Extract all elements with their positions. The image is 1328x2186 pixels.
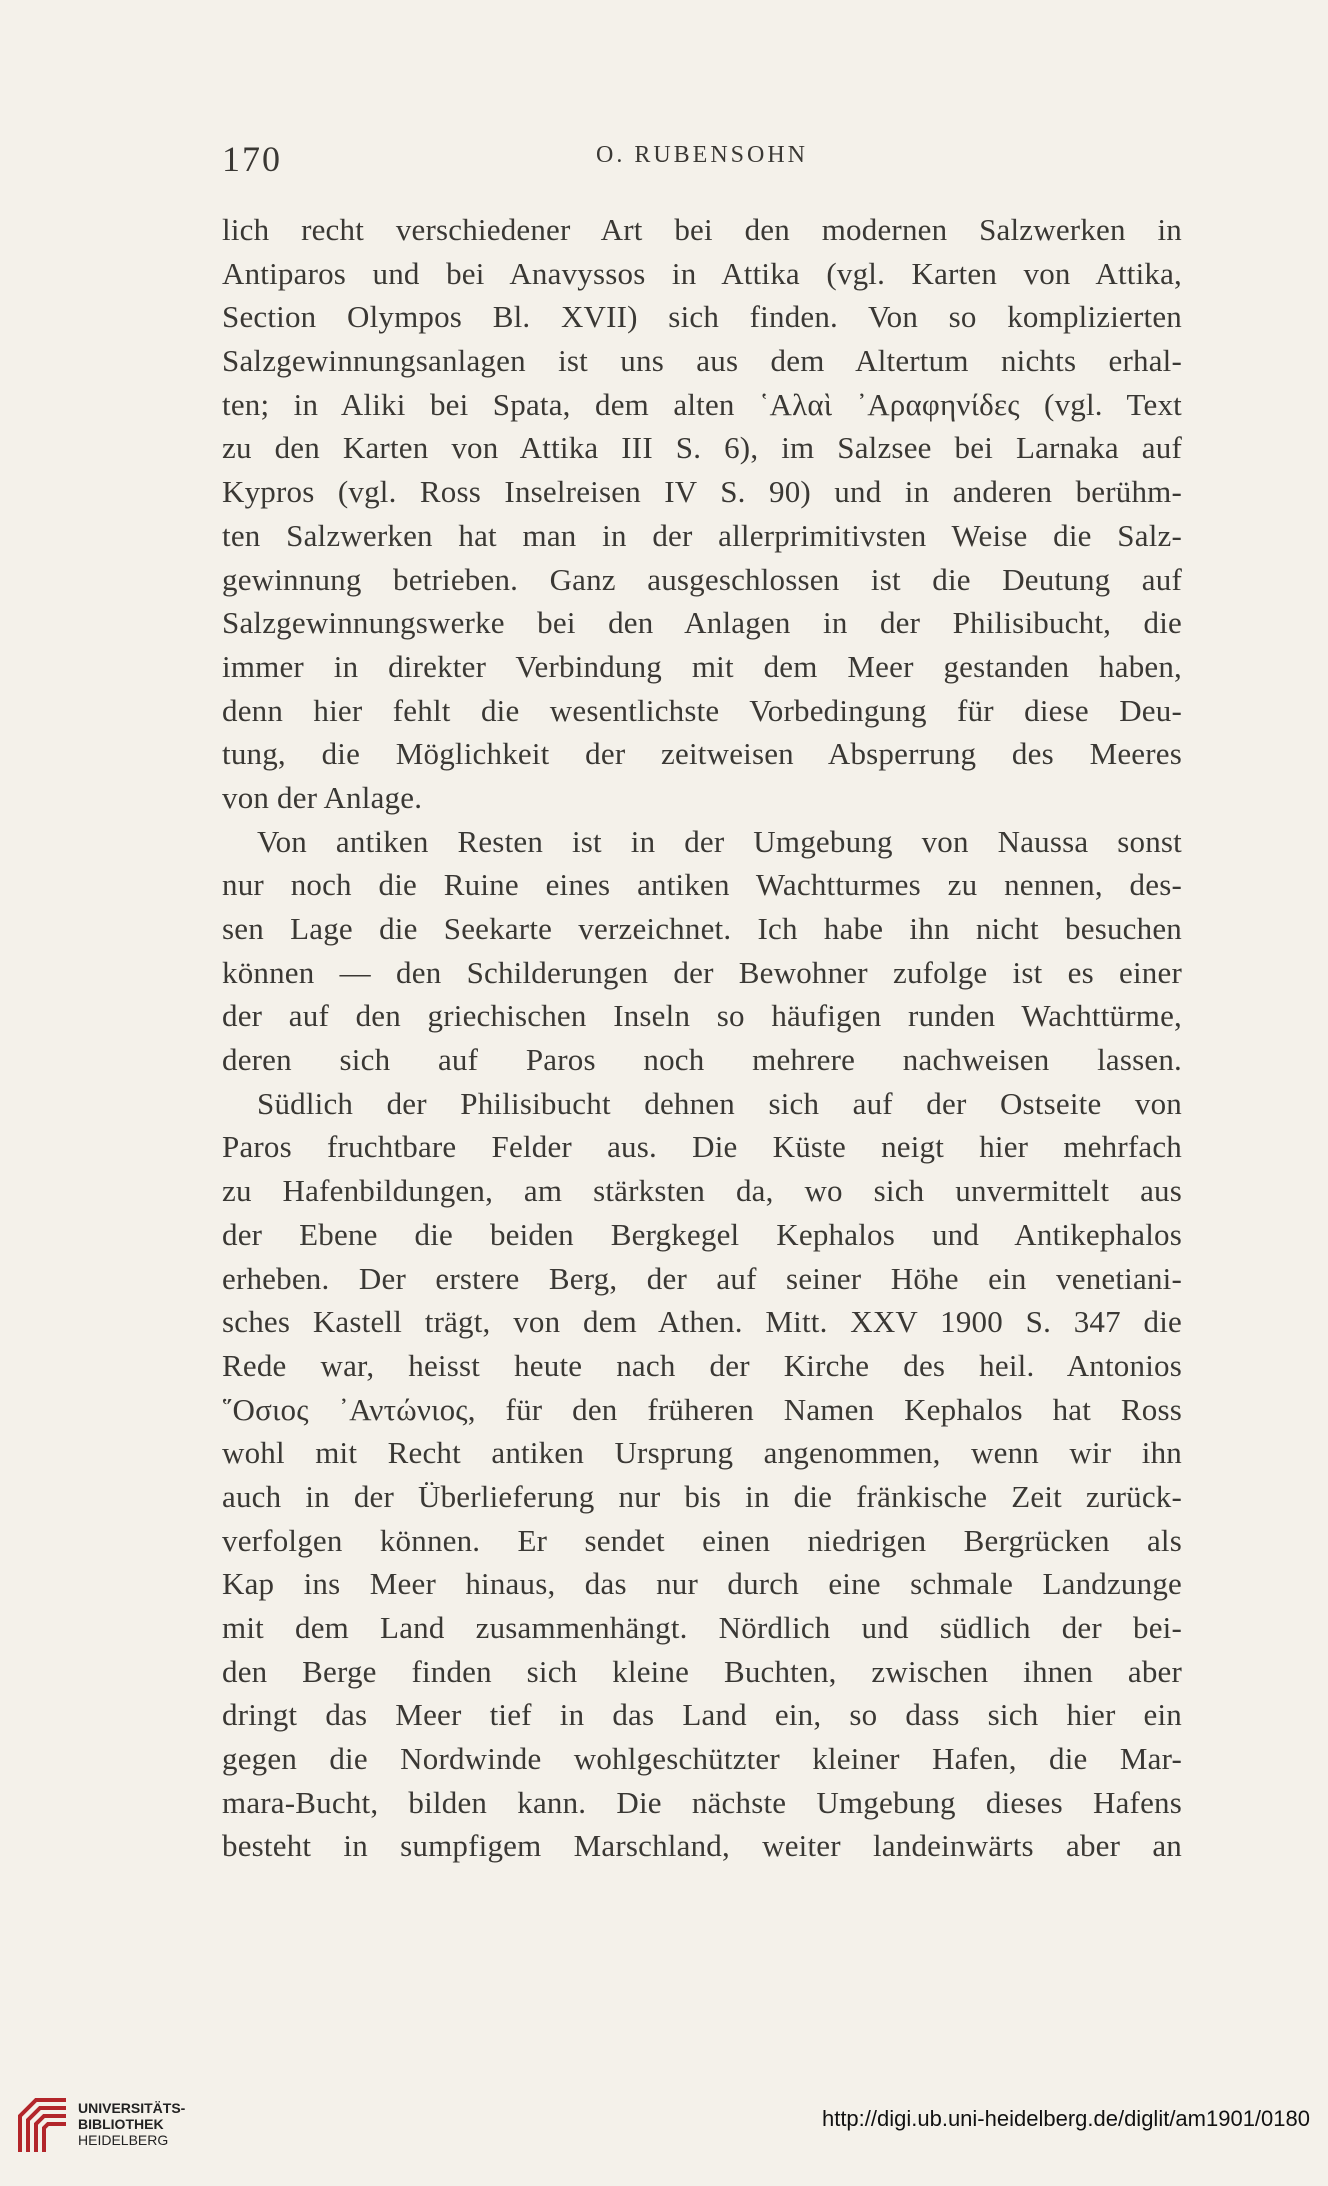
text-line: sen Lage die Seekarte verzeichnet. Ich habe ihn nicht besuchen — [222, 911, 1182, 946]
text-line: den Berge finden sich kleine Buchten, zwischen ihnen aber — [222, 1653, 1182, 1689]
text-line: denn hier fehlt die wesentlichste Vorbedingung für diese Deu- — [222, 692, 1182, 728]
text-line: mit dem Land zusammenhängt. Nördlich und südlich der bei- — [222, 1610, 1182, 1645]
text-line: erheben. Der erstere Berg, der auf seiner Höhe ein venetiani- — [222, 1260, 1182, 1296]
text-line: Salzgewinnungswerke bei den Anlagen in der Philisibucht, die — [222, 605, 1182, 641]
text-line: wohl mit Recht antiken Ursprung angenommen, wenn wir ihn — [222, 1435, 1182, 1471]
text-line: der auf den griechischen Inseln so häufigen runden Wachttürme, — [222, 998, 1182, 1034]
library-line-2: BIBLIOTHEK — [78, 2116, 164, 2132]
text-line: gegen die Nordwinde wohlgeschützter kleiner Hafen, die Mar- — [222, 1741, 1182, 1777]
text-line: ῞Οσιος ᾿Αντώνιος, für den früheren Namen Kephalos hat Ross — [222, 1391, 1182, 1427]
text-line: Kypros (vgl. Ross Inselreisen IV S. 90) und in anderen berühm- — [222, 474, 1182, 510]
text-line: verfolgen können. Er sendet einen niedrigen Bergrücken als — [222, 1522, 1182, 1558]
university-library-logo — [14, 2094, 72, 2156]
text-line: gewinnung betrieben. Ganz ausgeschlossen ist die Deutung auf — [222, 561, 1182, 597]
text-line: Von antiken Resten ist in der Umgebung von Naussa sonst — [257, 823, 1182, 859]
text-line: Paros fruchtbare Felder aus. Die Küste neigt hier mehrfach — [222, 1129, 1182, 1165]
page-footer — [0, 2090, 1328, 2186]
library-line-3: HEIDELBERG — [78, 2132, 169, 2148]
text-line: können — den Schilderungen der Bewohner zufolge ist es einer — [222, 954, 1182, 990]
page-number: 170 — [222, 139, 282, 179]
library-name — [78, 2100, 185, 2148]
text-line: deren sich auf Paros noch mehrere nachweisen lassen. — [222, 1042, 1182, 1078]
text-line: auch in der Überlieferung nur bis in die fränkische Zeit zurück- — [222, 1478, 1182, 1514]
text-line: Kap ins Meer hinaus, das nur durch eine schmale Landzunge — [222, 1566, 1182, 1602]
text-line: zu Hafenbildungen, am stärksten da, wo sich unvermittelt aus — [222, 1173, 1182, 1209]
text-line: nur noch die Ruine eines antiken Wachtturmes zu nennen, des- — [222, 867, 1182, 903]
text-line: Section Olympos Bl. XVII) sich finden. Von so komplizierten — [222, 299, 1182, 335]
text-line: von der Anlage. — [222, 779, 423, 815]
text-line: immer in direkter Verbindung mit dem Meer gestanden haben, — [222, 648, 1182, 684]
text-line: tung, die Möglichkeit der zeitweisen Absperrung des Meeres — [222, 736, 1182, 772]
text-line: Salzgewinnungsanlagen ist uns aus dem Altertum nichts erhal- — [222, 343, 1182, 379]
text-line: Südlich der Philisibucht dehnen sich auf der Ostseite von — [257, 1085, 1182, 1121]
source-url[interactable]: http://digi.ub.uni-heidelberg.de/diglit/am1901/0180 — [821, 2106, 1310, 2131]
text-line: besteht in sumpfigem Marschland, weiter landeinwärts aber an — [222, 1828, 1182, 1864]
text-line: lich recht verschiedener Art bei den modernen Salzwerken in — [222, 212, 1182, 247]
library-line-1: UNIVERSITÄTS- — [78, 2100, 186, 2116]
body-text — [222, 208, 1182, 1868]
text-line: Antiparos und bei Anavyssos in Attika (vgl. Karten von Attika, — [222, 255, 1182, 291]
text-line: sches Kastell trägt, von dem Athen. Mitt. XXV 1900 S. 347 die — [222, 1304, 1182, 1340]
page-header — [222, 138, 1182, 178]
text-line: ten Salzwerken hat man in der allerprimitivsten Weise die Salz- — [222, 517, 1182, 553]
text-line: dringt das Meer tief in das Land ein, so dass sich hier ein — [222, 1697, 1182, 1733]
text-line: Rede war, heisst heute nach der Kirche des heil. Antonios — [222, 1347, 1182, 1383]
text-line: mara-Bucht, bilden kann. Die nächste Umgebung dieses Hafens — [222, 1784, 1182, 1820]
text-line: ten; in Aliki bei Spata, dem alten ῾Αλαὶ ᾿Αραφηνίδες (vgl. Text — [222, 386, 1182, 422]
text-line: der Ebene die beiden Bergkegel Kephalos und Antikephalos — [222, 1216, 1182, 1252]
text-line: zu den Karten von Attika III S. 6), im Salzsee bei Larnaka auf — [222, 430, 1182, 466]
running-head: O. RUBENSOHN — [595, 142, 808, 168]
